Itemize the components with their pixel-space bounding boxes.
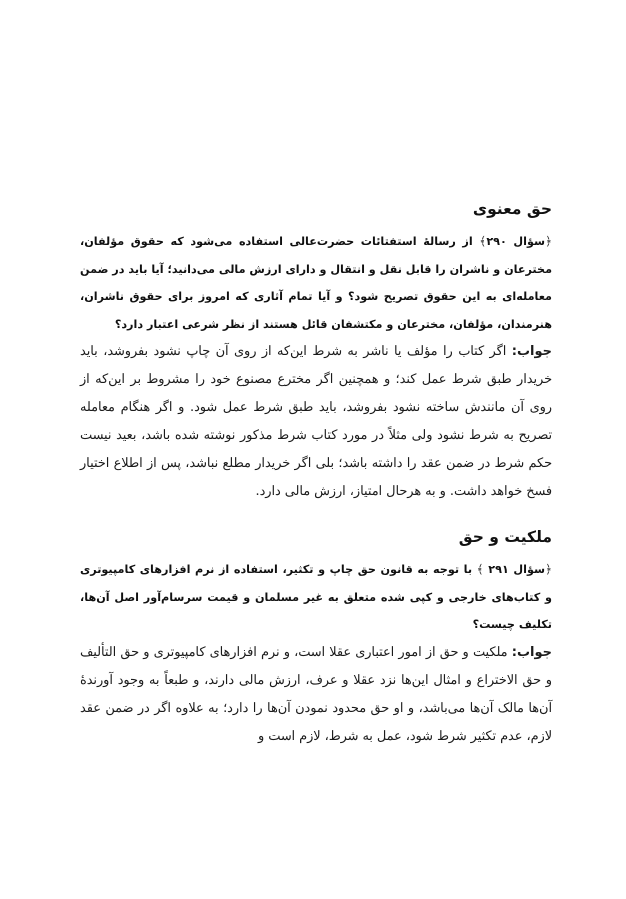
question-label: سؤال ۲۹۰ — [486, 235, 545, 248]
section-title: حق معنوی — [472, 200, 552, 218]
quote-close-bracket: ﴾ — [476, 562, 484, 576]
document-body — [80, 198, 552, 751]
section-moral-right — [80, 198, 552, 506]
answer-text: ملکیت و حق از امور اعتباری عقلا است، و نرم افزارهای کامپیوتری و حق التألیف و حق الاختراع و امثال این‌ها نزد عقلا و عرف، ارزش مالی دارند، و طبعاً به وجود آورندهٔ آن‌ها مالک آن‌ها می‌باشد، و او حق محدود نمودن آن‌ها را دارد؛ به علاوه اگر در ضمن عقد لازم، عدم تکثیر شرط شود، عمل به شرط، لازم است و — [80, 644, 552, 744]
section-ownership-and-right — [80, 526, 552, 751]
answer-label: جواب: — [511, 644, 553, 660]
question-290 — [80, 228, 552, 338]
question-text: با توجه به قانون حق چاپ و تکثیر، استفاده از نرم افزارهای کامپیوتری و کتاب‌های خارجی و کپی شده متعلق به غیر مسلمان و قیمت سرسام‌آور اصل آن‌ها، تکلیف چیست؟ — [80, 563, 552, 631]
answer-291 — [80, 639, 552, 751]
section-title: ملکیت و حق — [458, 528, 552, 546]
quote-close-bracket: ﴾ — [479, 234, 487, 248]
question-label: سؤال ۲۹۱ — [488, 563, 545, 576]
question-291 — [80, 556, 552, 639]
question-text: از رسالهٔ استفتائات حضرت‌عالی استفاده می‌شود که حقوق مؤلفان، مخترعان و ناشران را قابل نقل و انتقال و دارای ارزش مالی می‌دانید؛ آیا باید در ضمن معامله‌ای به این حقوق تصریح شود؟ و آیا تمام آثاری که امروز برای حقوق ناشران، هنرمندان، مؤلفان، مخترعان و مکتشفان قائل هستند از نظر شرعی اعتبار دارد؟ — [80, 235, 552, 331]
answer-290 — [80, 338, 552, 506]
answer-label: جواب: — [511, 344, 552, 359]
quote-open-bracket: ﴿ — [544, 234, 552, 248]
answer-text: اگر کتاب را مؤلف یا ناشر به شرط این‌که از روی آن چاپ نشود بفروشد، باید خریدار طبق شرط عمل کند؛ و همچنین اگر مخترع مصنوع خود را مشروط بر این‌که از روی آن مانندش ساخته نشود بفروشد، باید طبق شرط عمل شود. و اگر هنگام معامله تصریح به شرط نشود ولی مثلاً در مورد کتاب شرط مذکور نوشته شده باشد، بعید نیست حکم شرط در ضمن عقد را داشته باشد؛ بلی اگر خریدار مطلع نباشد، پس از اطلاع اختیار فسخ خواهد داشت. و به هرحال امتیاز، ارزش مالی دارد. — [80, 344, 552, 499]
quote-open-bracket: ﴿ — [544, 562, 552, 576]
